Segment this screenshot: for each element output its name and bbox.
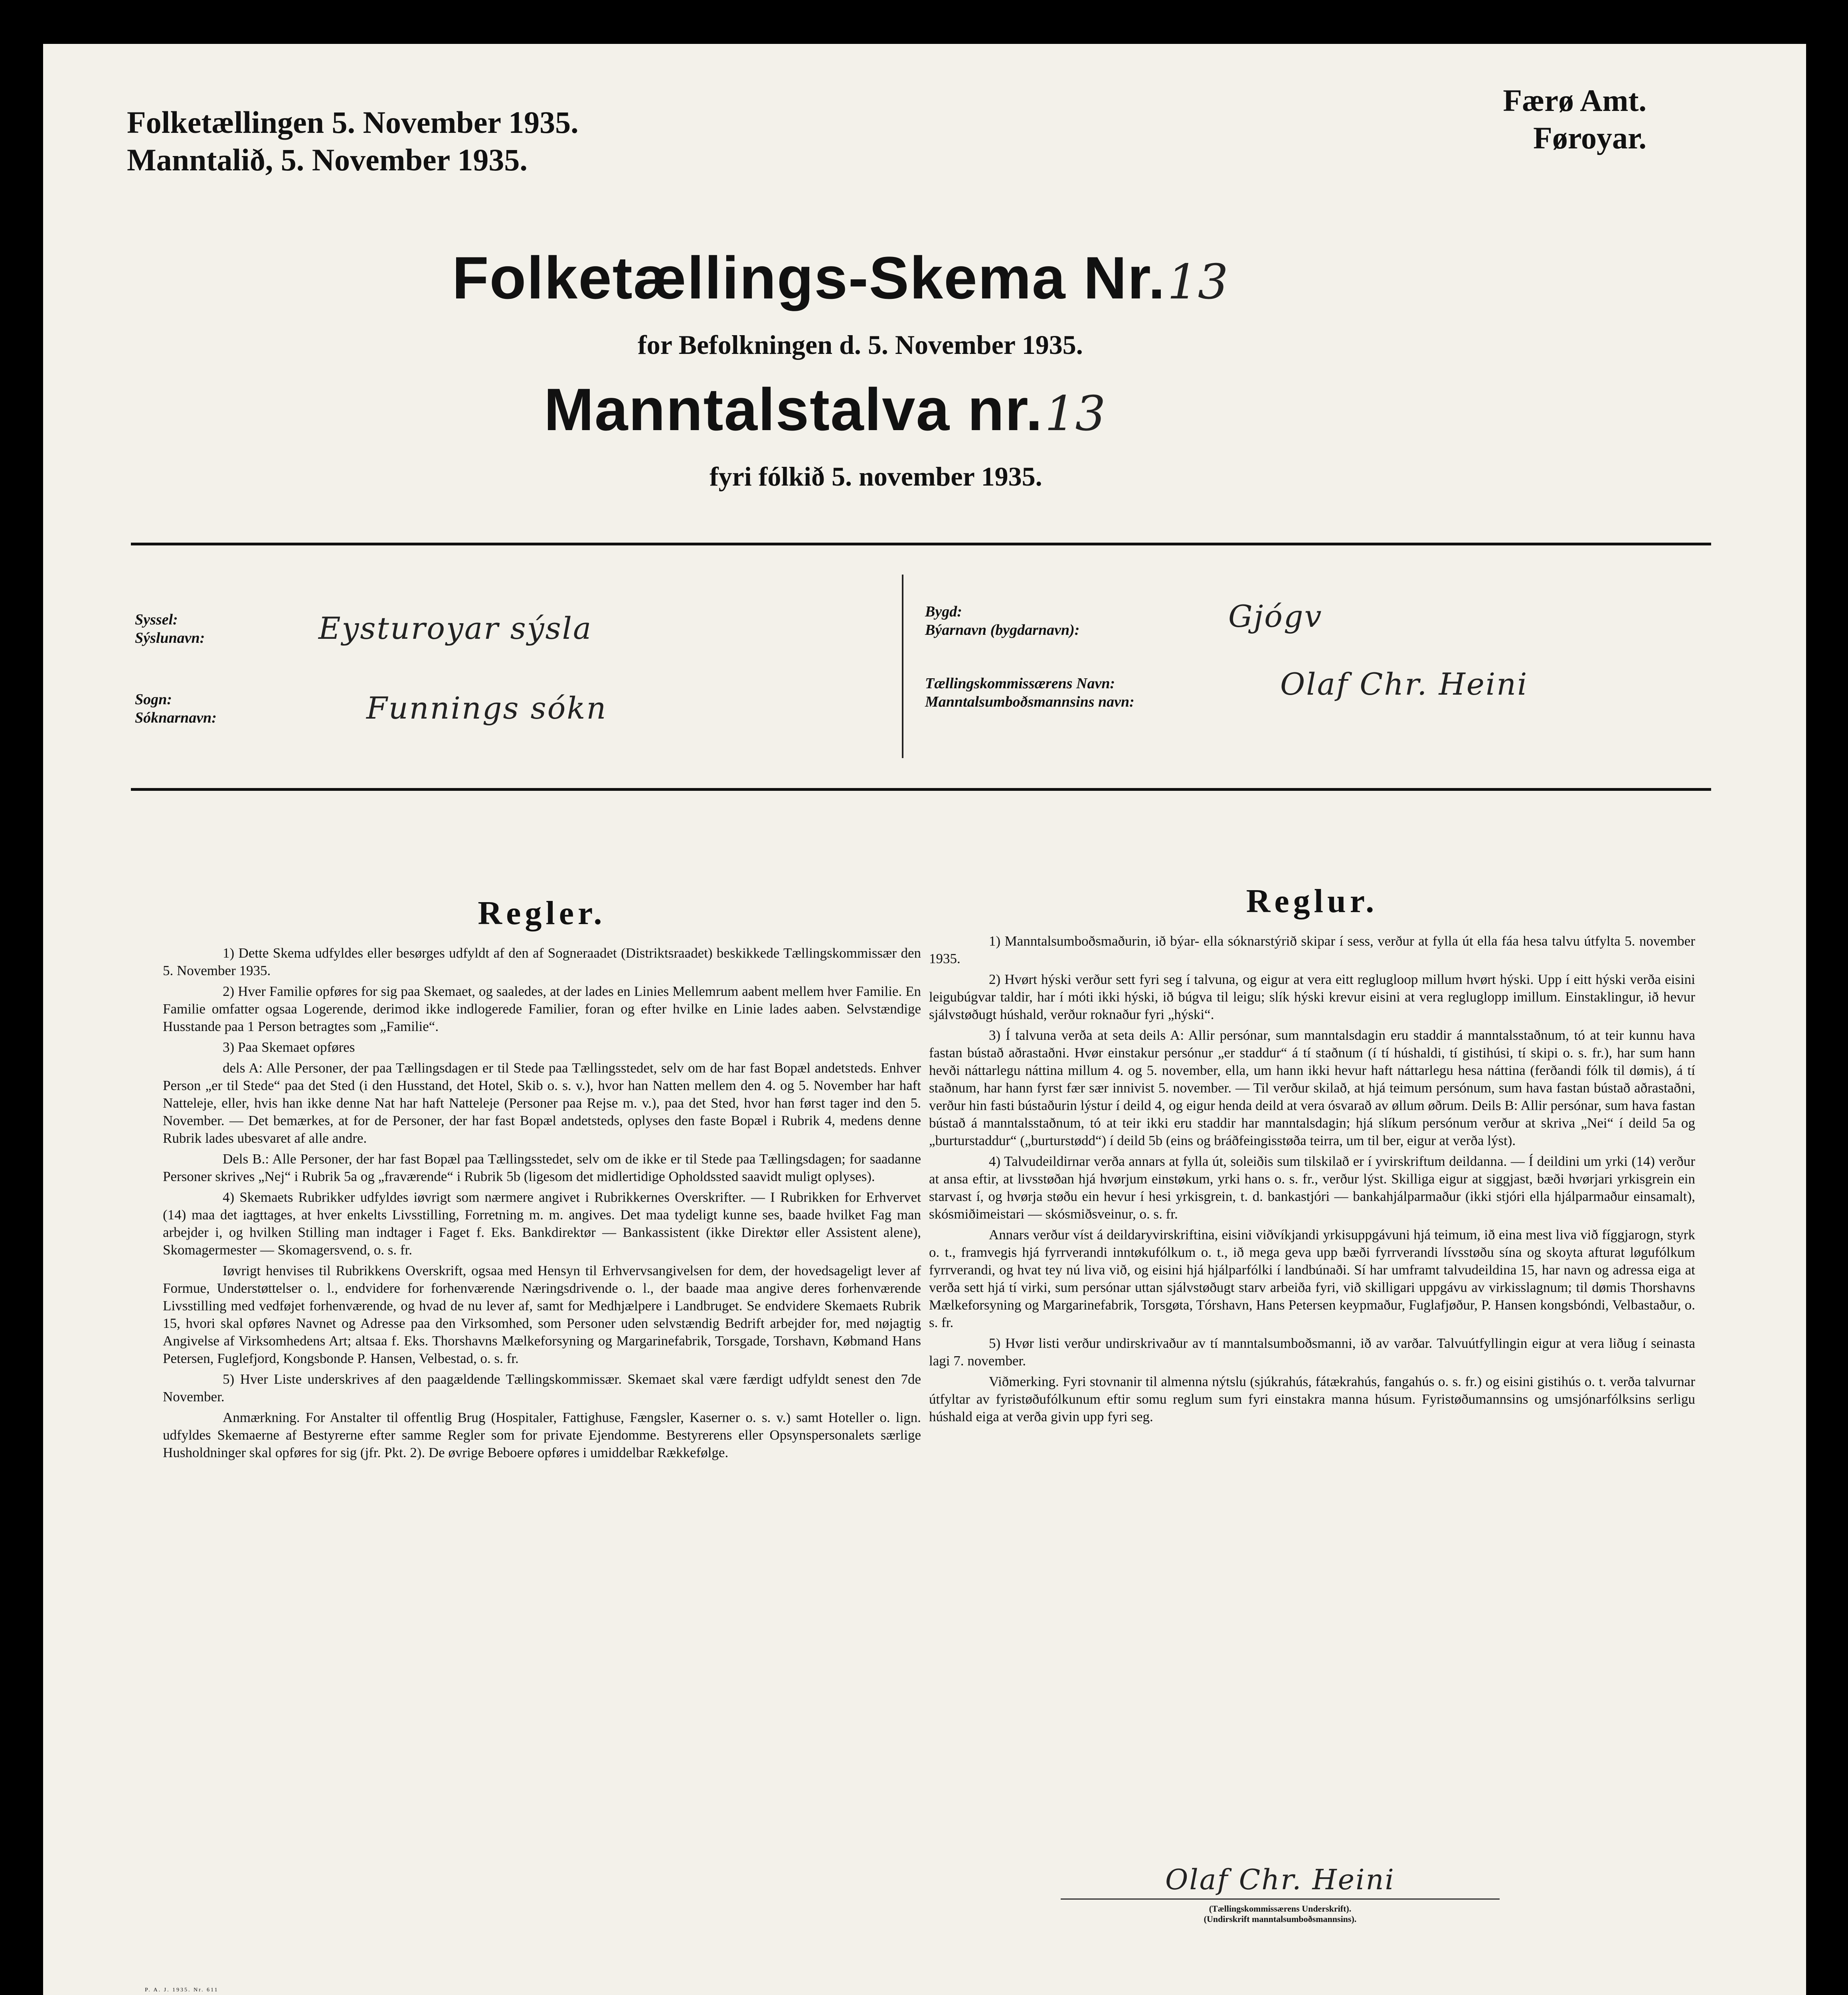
signature-caption-fo: (Undirskrift manntalsumboðsmannsins). — [1204, 1914, 1357, 1924]
reglur-paragraph: 5) Hvør listi verður undirskrivaður av tí manntalsumboðsmanni, ið av varðar. Talvuútfyllingin eigur at vera liðug í seinasta lagi 7. november. — [929, 1335, 1695, 1369]
faroese-title — [544, 375, 1106, 444]
print-mark: P. A. J. 1935. Nr. 611 — [145, 1987, 219, 1993]
divider-bottom — [131, 788, 1711, 791]
bygd-label-da: Bygd: — [925, 603, 962, 620]
regler-paragraph: 4) Skemaets Rubrikker udfyldes iøvrigt som nærmere angivet i Rubrikkernes Overskrifter. — I Rubrikken for Erhvervet (14) maa det iagttages, at hver enkelts Livsstilling, Forretning m. m. angives. Det maa tydeligt kunne ses, baade hvilket Fag man arbejder i, og hvilken Stilling man indtager i Faget f. Eks. Bankdirektør — Bankassistent (ikke Direktør eller Assistent alene), Skomagermester — Skomagersvend, o. s. fr. — [163, 1189, 921, 1258]
regler-paragraph: Iøvrigt henvises til Rubrikkens Overskrift, ogsaa med Hensyn til Erhvervsangivelsen for dem, der hovedsageligt lever af Formue, Understøttelser o. l., endvidere for forhenværende Næringsdrivende o. l., der baade maa angive deres forhenværende Livsstilling med vedføjet forhenværende, og hvad de nu lever af, samt for Medhjælpere i Landbruget. Se endvidere Skemaets Rubrik 15, hvori skal opføres Navnet og Adresse paa den Virksomhed, som Personer uden selvstændig Bedrift arbejder for, med nøjagtig Angivelse af Virksomhedens Art; altsaa f. Eks. Thorshavns Mælkeforsyning og Margarinefabrik, Torsgade, Torshavn, Købmand Hans Petersen, Fuglefjord, Kongsbonde P. Hansen, Velbestad, o. s. fr. — [163, 1263, 921, 1366]
regler-title: Regler. — [478, 895, 606, 932]
reglur-paragraph: 1) Manntalsumboðsmaðurin, ið býar- ella sóknarstýrið skipar í sess, verður at fylla út ella fáa hesa talvu útfylta 5. november 1935. — [929, 933, 1695, 966]
danish-title — [452, 243, 1228, 312]
bygd-label-fo: Býarnavn (bygdarnavn): — [925, 622, 1080, 638]
header-left-line1: Folketællingen 5. November 1935. — [127, 105, 579, 140]
faroese-form-number: 13 — [1045, 386, 1106, 442]
signature-handwritten: Olaf Chr. Heini — [1165, 1863, 1395, 1896]
regler-paragraph: 1) Dette Skema udfyldes eller besørges udfyldt af den af Sogneraadet (Distriktsraadet) beskikkede Tællingskommissær den 5. November 1935. — [163, 945, 921, 978]
regler-text — [163, 944, 921, 1462]
header-right-line2: Føroyar. — [1533, 120, 1646, 155]
header-right-line1: Færø Amt. — [1503, 83, 1646, 118]
signature-caption-da: (Tællingskommissærens Underskrift). — [1209, 1904, 1352, 1914]
faroese-subtitle: fyri fólkið 5. november 1935. — [710, 461, 1042, 492]
reglur-paragraph: 3) Í talvuna verða at seta deils A: Allir persónar, sum manntalsdagin eru staddir á manntalsstaðnum, tó at teir kunnu hava fastan bústað aðrastaðni. Hvør einstakur persónur „er staddur“ á tí staðnum (í tí húshaldi, tí gistihúsi, tí skipi o. s. fr.), har sum hann hevði náttarlegu náttina millum 4. og 5. november, ella, um hann ikki hevur haft náttarlegu hesa náttina (ferðandi fólk til dømis), á tí staðnum, har hann fyrst fær sær innivist 5. november. — Til verður skilað, at hjá teimum persónum, sum hava fastan bústað aðrastaðni, verður hin fasti bústaðurin lýstur í deild 4, og eigur henda deild at vera ósvarað av øllum øðrum. Deils B: Allir persónar, sum hava fastan bústað á manntalsstaðnum, tó at teir ikki eru staddir har manntalsdagin; hjá slíkum persónum verður at skriva „Nei“ í deild 5a og „burturstaddur“ („burturstødd“) í deild 5b (eins og bráðfeingisstøða teirra, um til ber, eigur at verða lýst). — [929, 1027, 1695, 1148]
syssel-value: Eysturoyar sýsla — [318, 610, 593, 646]
danish-form-number: 13 — [1167, 255, 1228, 310]
regler-column — [163, 894, 921, 1465]
syssel-label — [135, 610, 205, 647]
header-left — [127, 104, 579, 178]
sogn-label-da: Sogn: — [135, 691, 172, 708]
reglur-paragraph: 4) Talvudeildirnar verða annars at fylla út, soleiðis sum tilskilað er í yvirskriftum deildanna. — Í deildini um yrki (14) verður at ansa eftir, at livsstøðan hjá hvørjum einstøkum, yrki hans o. s. fr., verður lýst. Skilliga eigur at siggjast, bæði hvørjari yrkisgrein ein starvast í, og hvørja støðu ein hevur í hesi yrkisgrein, t. d. bankastjóri — bankahjálparmaður (ikki stjóri ella hjálparmaður einsamalt), skósmiðimeistari — skósmiðsveinur, o. s. fr. — [929, 1154, 1695, 1222]
reglur-column — [929, 882, 1695, 1429]
reglur-paragraph: Viðmerking. Fyri stovnanir til almenna nýtslu (sjúkrahús, fátækrahús, fangahús o. s. fr.) og eisini gistihús o. t. verða talvurnar útfyltar av fyristøðufólkunum eftir somu reglum sum fyri einstakra manna húsum. Fyristøðumannsins og umsjónarfólksins serligu húshald eiga at verða givin upp fyri seg. — [929, 1374, 1695, 1424]
divider-top — [131, 543, 1711, 545]
reglur-paragraph: Annars verður víst á deildaryvirskriftina, eisini viðvíkjandi yrkisuppgávuni hjá teimum, ið eina mest liva við fíggjarogn, styrk o. t., framvegis hjá fyrrverandi inntøkufólkum o. t., ið mega geva upp bæði fyrrverandi lívsstøðu sína og skoyta afturat løgufólkum fyrrverandi, og hvat tey nú liva við, og eisini hjá hjálparfólki í landbúnaði. Sí har umframt talvudeildina 15, har navn og adressa eiga at verða sett hjá tí virki, sum persónar uttan sjálvstøðugt starv arbeiða fyri, við skilligari uppgávu av virkisslagnum; til dømis Thorshavns Mælkeforsyning og Margarinefabrik, Torsgøta, Tórshavn, Hans Petersen keypmaður, Fuglafjøður, P. Hansen kongsbóndi, Velbastaður, o. s. fr. — [929, 1227, 1695, 1330]
signature-block — [1061, 1863, 1500, 1924]
regler-paragraph: Anmærkning. For Anstalter til offentlig Brug (Hospitaler, Fattighuse, Fængsler, Kaserner o. s. v.) samt Hoteller o. lign. udfyldes Skemaerne af Bestyrerne efter samme Regler som for private Ejendomme. Bestyrerens eller Opsynspersonalets særlige Husholdninger skal opføres for sig (jfr. Pkt. 2). De øvrige Beboere opføres i umiddelbar Rækkefølge. — [163, 1410, 921, 1460]
danish-title-text: Folketællings-Skema Nr. — [452, 244, 1166, 311]
sogn-label — [135, 690, 217, 727]
reglur-text — [929, 932, 1695, 1426]
regler-paragraph: 3) Paa Skemaet opføres — [223, 1039, 355, 1055]
danish-subtitle: for Befolkningen d. 5. November 1935. — [638, 330, 1083, 360]
regler-paragraph: 2) Hver Familie opføres for sig paa Skemaet, og saaledes, at der lades en Linies Mellemrum aabent mellem hver Familie. En Familie omfatter ogsaa Logerende, derimod ikke indlogerede Familier, foran og efter hvilke en Linie lades aaben. Selvstændige Husstande paa 1 Person betragtes som „Familie“. — [163, 984, 921, 1034]
regler-paragraph: Dels B.: Alle Personer, der har fast Bopæl paa Tællingsstedet, selv om de ikke er til Stede paa Tællingsdagen; for saadanne Personer skrives „Nej“ i Rubrik 5a og „fraværende“ i Rubrik 5b (ligesom det midlertidige Opholdssted saavidt muligt oplyses). — [163, 1151, 921, 1184]
faroese-title-text: Manntalstalva nr. — [544, 376, 1044, 443]
census-form-page — [43, 44, 1806, 1995]
header-right — [1503, 82, 1646, 156]
kommissaer-label-da: Tællingskommissærens Navn: — [925, 675, 1115, 692]
field-divider — [902, 575, 903, 758]
bygd-label — [925, 602, 1079, 639]
syssel-label-fo: Sýslunavn: — [135, 630, 205, 646]
reglur-paragraph: 2) Hvørt hýski verður sett fyri seg í talvuna, og eigur at vera eitt reglugloop millum hvørt hýski. Upp í eitt hýski verða eisini leigubúgvar taldir, har í móti ikki hýski, ið búgva til leigu; slík hýski krevur eisini at vera regluglopp imillum. Einstaklingur, ið hevur sjálvstøðugt húshald, verður roknaður fyri „hýski“. — [929, 972, 1695, 1022]
kommissaer-value: Olaf Chr. Heini — [1280, 666, 1528, 702]
bygd-value: Gjógv — [1228, 598, 1323, 634]
reglur-title: Reglur. — [1246, 883, 1378, 920]
header-left-line2: Manntalið, 5. November 1935. — [127, 142, 528, 177]
sogn-value: Funnings sókn — [366, 690, 607, 726]
syssel-label-da: Syssel: — [135, 611, 178, 628]
regler-paragraph: 5) Hver Liste underskrives af den paagældende Tællingskommissær. Skemaet skal være færdigt udfyldt senest den 7de November. — [163, 1371, 921, 1404]
kommissaer-label — [925, 674, 1134, 711]
kommissaer-label-fo: Manntalsumboðsmannsins navn: — [925, 693, 1134, 710]
sogn-label-fo: Sóknarnavn: — [135, 709, 217, 726]
regler-paragraph: dels A: Alle Personer, der paa Tællingsdagen er til Stede paa Tællingsstedet, selv om de har fast Bopæl andetsteds. Enhver Person „er til Stede“ paa det Sted (i den Husstand, det Hotel, Skib o. s. v.), hvor han Natten mellem den 4. og 5. November har haft Natteleje, eller, hvis han ikke denne Nat har haft Natteleje (Personer paa Rejse m. v.), paa det Sted, hvor han først tager ind den 5. November. — Det bemærkes, at for de Personer, der har fast Bopæl andetsteds, oplyses den faste Bopæl i Rubrik 4, medens denne Rubrik lades ubesvaret af alle andre. — [163, 1060, 921, 1146]
signature-line — [1061, 1898, 1500, 1900]
